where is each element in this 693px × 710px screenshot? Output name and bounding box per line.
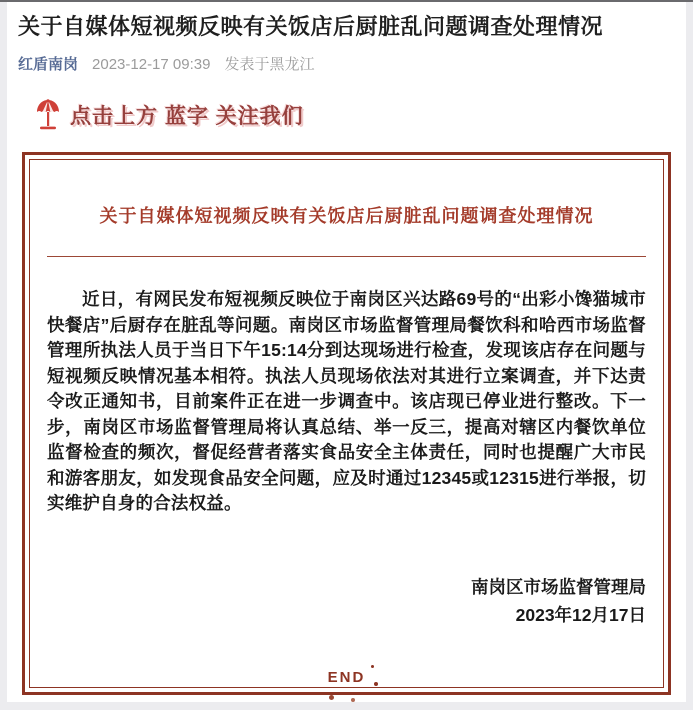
- publish-time: 2023-12-17 09:39: [92, 56, 211, 73]
- notice-card-inner: [29, 159, 664, 688]
- page-title: 关于自媒体短视频反映有关饭店后厨脏乱问题调查处理情况: [18, 14, 604, 39]
- article-content: [7, 2, 686, 695]
- follow-banner-text: 点击上方 蓝字 关注我们: [70, 105, 304, 128]
- end-label: END: [327, 668, 366, 686]
- signature-date: 2023年12月17日: [515, 604, 646, 625]
- page-left-gutter: [0, 0, 7, 710]
- title-divider: [47, 256, 646, 257]
- end-dot: [351, 698, 355, 702]
- umbrella-icon: [35, 99, 61, 131]
- signature-org: 南岗区市场监督管理局: [471, 576, 646, 597]
- byline: [18, 55, 675, 75]
- end-marker: [47, 669, 646, 687]
- publish-location: 发表于黑龙江: [224, 56, 315, 73]
- page-bottom-gutter: [0, 702, 693, 710]
- follow-banner[interactable]: [35, 99, 686, 131]
- end-dot: [329, 695, 334, 700]
- notice-body: 近日，有网民发布短视频反映位于南岗区兴达路69号的“出彩小馋猫城市快餐店”后厨存在脏乱等问题。南岗区市场监督管理局餐饮科和哈西市场监督管理所执法人员于当日下午15:14分到达现场进行检查，发现该店存在问题与短视频反映情况基本相符。执法人员现场依法对其进行立案调查，并下达责令改正通知书，目前案件正在进一步调查中。该店现已停业进行整改。下一步，南岗区市场监督管理局将认真总结、举一反三，提高对辖区内餐饮单位监督检查的频次，督促经营者落实食品安全主体责任，同时也提醒广大市民和游客朋友，如发现食品安全问题，应及时通过12345或12315进行举报，切实维护自身的合法权益。: [47, 289, 646, 513]
- signature-block: [47, 573, 646, 629]
- end-dot: [371, 665, 374, 668]
- account-name-link[interactable]: 红盾南岗: [18, 56, 79, 73]
- viewport-top-edge: [0, 0, 693, 2]
- notice-card: [22, 152, 671, 695]
- page-right-gutter: [686, 0, 693, 710]
- end-dot: [374, 682, 378, 686]
- end-marker-wrap: [328, 669, 366, 687]
- notice-title: 关于自媒体短视频反映有关饭店后厨脏乱问题调查处理情况: [99, 206, 594, 226]
